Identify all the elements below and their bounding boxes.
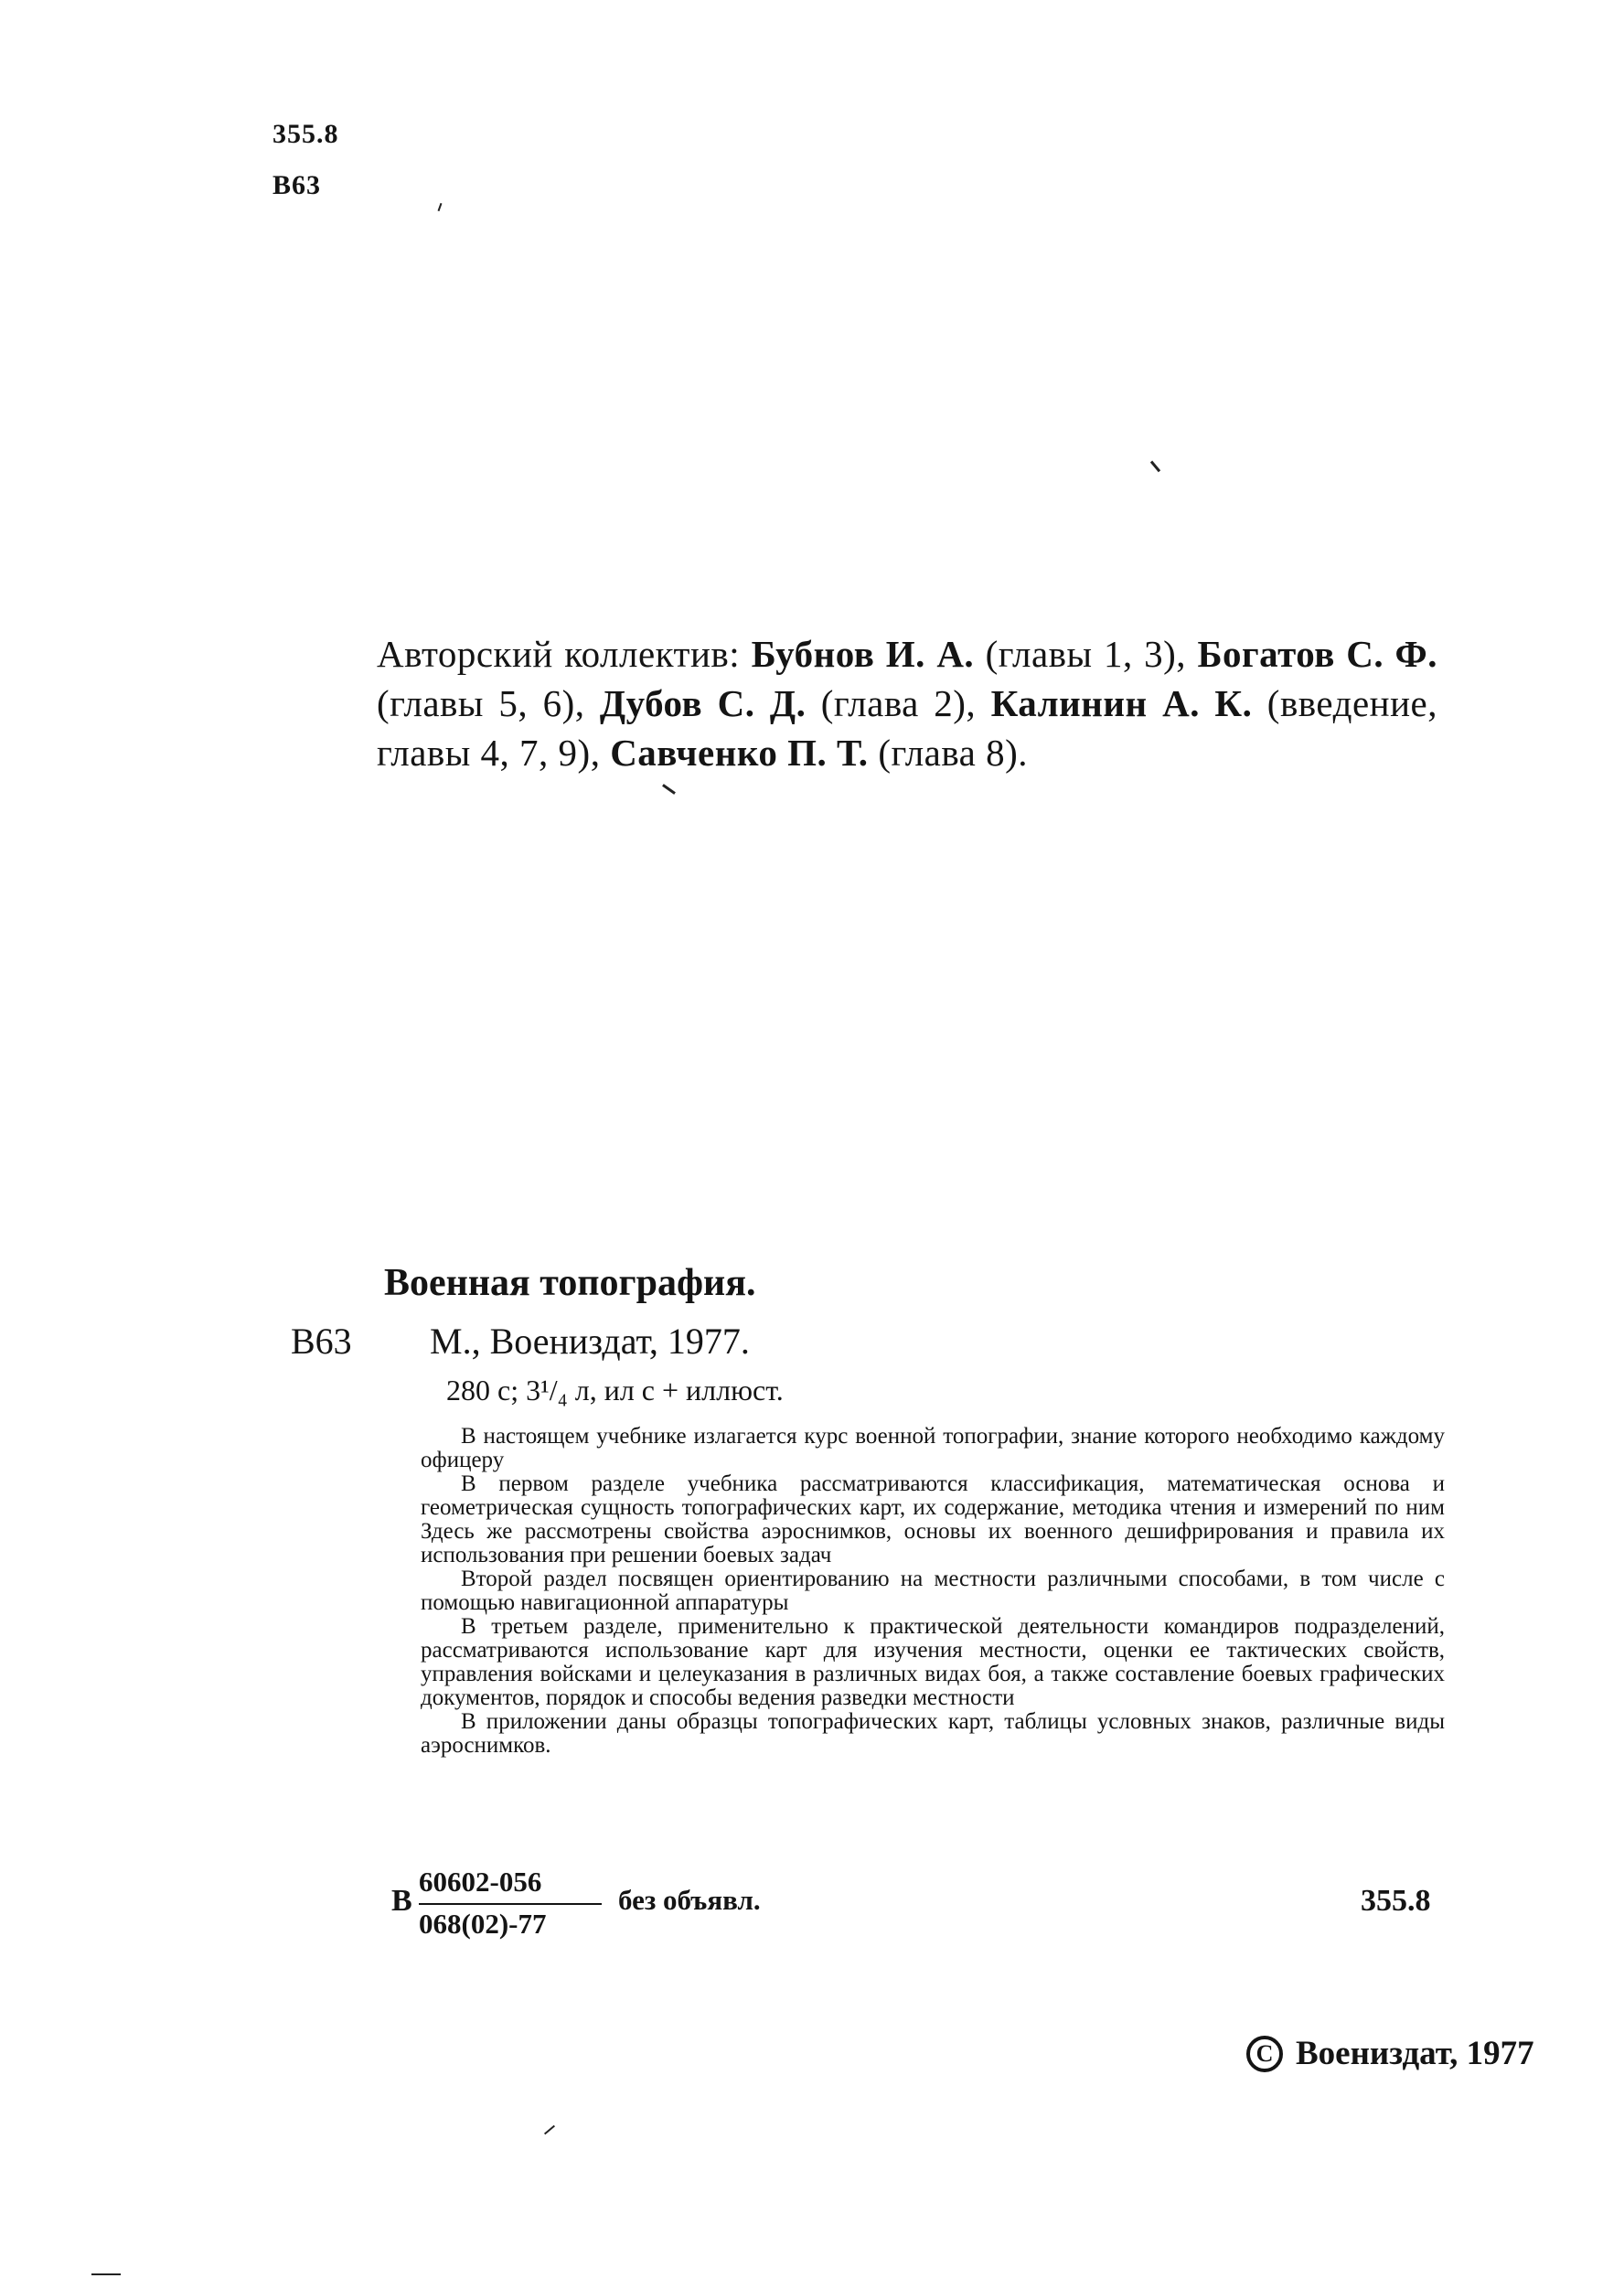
- abstract-paragraph: В первом разделе учебника рассматриваются классификация, математическая основа и геометрическая сущность топографических карт, их содержание, методика чтения и измерений по ним Здесь же рассмотрены свойства аэроснимков, основы их военного дешифрирования и правила их использования при решении боевых задач: [421, 1471, 1445, 1567]
- author-chapters: (главы 5, 6),: [377, 682, 600, 724]
- scan-speck: [1150, 461, 1160, 473]
- abstract-paragraph: Второй раздел посвящен ориентированию на местности различными способами, в том числе с помощью навигационной аппаратуры: [421, 1567, 1445, 1615]
- author-name: Богатов С. Ф.: [1197, 633, 1437, 675]
- physical-description: 280 с; 3¹/₄ л, ил с + иллюст.: [446, 1374, 784, 1407]
- authors-intro: Авторский коллектив:: [377, 633, 752, 675]
- bbk-numerator: 60602-056: [419, 1866, 542, 1898]
- copyright: [1246, 2033, 1534, 2075]
- author-name: Бубнов И. А.: [751, 633, 975, 675]
- abstract: [421, 1425, 1445, 1758]
- library-code-top: В63: [272, 170, 322, 200]
- author-name: Дубов С. Д.: [599, 682, 807, 724]
- catalog-code: В63: [291, 1321, 352, 1362]
- bbk-letter: В: [391, 1884, 412, 1918]
- author-name: Савченко П. Т.: [610, 732, 869, 774]
- scan-speck: [91, 2273, 121, 2275]
- udc-code-top: 355.8: [272, 119, 339, 149]
- bbk-index: [391, 1864, 977, 1946]
- abstract-paragraph: В третьем разделе, применительно к практической деятельности командиров подразделений, рассматриваются использование карт для изучения местности, оценки ее тактических свойств, управления войсками и целеуказания в различных видах боя, а также составление боевых графических документов, порядок и способы ведения разведки местности: [421, 1614, 1445, 1710]
- scan-speck: [544, 2125, 555, 2135]
- abstract-paragraph: В настоящем учебнике излагается курс военной топографии, знание которого необходимо каждому офицеру: [421, 1424, 1445, 1472]
- author-chapters: (главы 1, 3),: [974, 633, 1198, 675]
- imprint: М., Воениздат, 1977.: [430, 1321, 750, 1362]
- udc-code-right: 355.8: [1361, 1884, 1431, 1918]
- author-chapters: (глава 2),: [806, 682, 991, 724]
- author-chapters: (введение, главы 4, 7, 9),: [377, 682, 1437, 774]
- authors-paragraph: [377, 629, 1437, 777]
- scan-speck: [662, 784, 676, 795]
- fraction-line: [419, 1903, 602, 1905]
- book-title: Военная топография.: [384, 1262, 756, 1304]
- copyright-icon: C: [1246, 2036, 1283, 2072]
- abstract-paragraph: В приложении даны образцы топографических карт, таблицы условных знаков, различные виды аэроснимков.: [421, 1709, 1445, 1758]
- author-name: Калинин А. К.: [990, 682, 1253, 724]
- copyright-text: Воениздат, 1977: [1296, 2035, 1534, 2072]
- bbk-note: без объявл.: [618, 1884, 761, 1916]
- scan-speck: [438, 203, 443, 211]
- author-chapters: (глава 8).: [868, 732, 1029, 774]
- bbk-denominator: 068(02)-77: [419, 1908, 547, 1940]
